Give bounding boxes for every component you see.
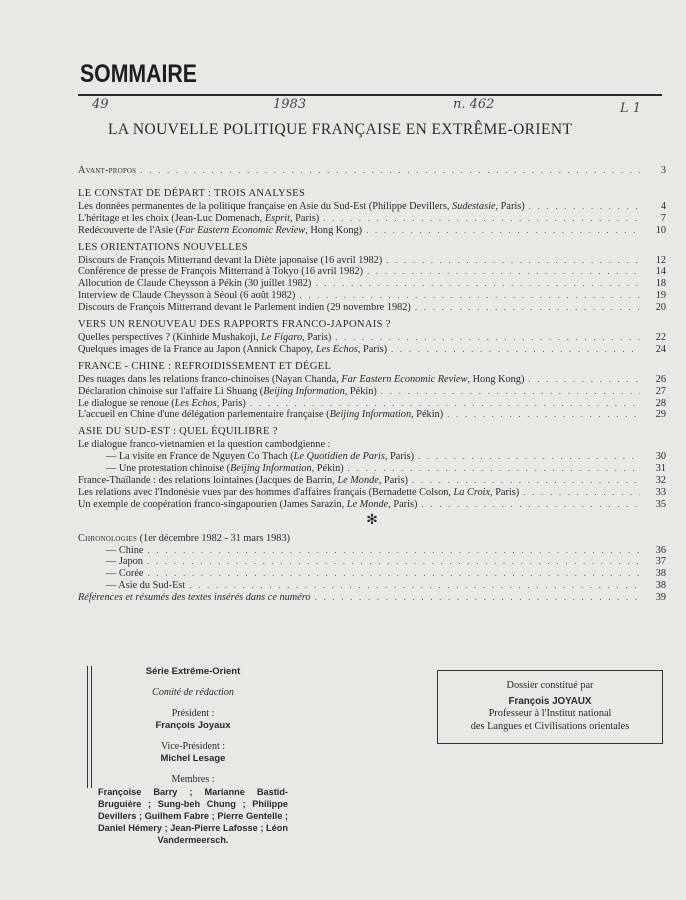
leader-dots [250,398,640,410]
table-of-contents [78,165,666,604]
handwritten-note-1: 49 [92,97,109,112]
editorial-committee [98,666,288,855]
leader-dots [447,409,640,421]
section-heading: VERS UN RENOUVEAU DES RAPPORTS FRANCO-JAPONAIS ? [78,319,391,331]
toc-page-number: 3 [660,165,666,176]
leader-dots [415,302,640,314]
leader-dots [528,374,640,386]
toc-page-number: 35 [655,498,666,510]
toc-page-number: 10 [655,224,666,236]
toc-page-number: 12 [655,254,666,266]
toc-page-number: 37 [655,556,666,568]
toc-page-number: 36 [655,544,666,556]
toc-entry-text: Avant-propos [78,165,137,176]
toc-entry: — Une protestation chinoise (Beijing Information, Pékin) . . . 31 [78,463,666,475]
leader-dots [523,487,640,499]
leader-dots [147,568,640,580]
toc-entry: Conférence de presse de François Mitterrand à Tokyo (16 avril 1982) . . . 14 [78,266,666,278]
toc-page-number: 32 [655,475,666,487]
toc-entry: Un exemple de coopération franco-singapourien (James Sarazin, Le Monde, Paris) . . . 35 [78,499,666,511]
section-heading: LE CONSTAT DE DÉPART : TROIS ANALYSES [78,187,306,199]
toc-page-number: 19 [655,290,666,302]
toc-page-number: 14 [655,266,666,278]
toc-page-number: 20 [655,302,666,314]
toc-entry [78,165,666,177]
dossier-box: Dossier constitué par François JOYAUX Professeur à l'Institut national des Langues et Civilisations orientales [437,670,663,744]
page-heading: SOMMAIRE [80,60,197,88]
toc-entry: Quelles perspectives ? (Kinhide Mushakoji, Le Figaro, Paris) . . . 22 [78,332,666,344]
section-heading: LES ORIENTATIONS NOUVELLES [78,241,248,253]
series-title: Série Extrême-Orient [145,666,241,677]
leader-dots [421,499,640,511]
toc-entry: — La visite en France de Nguyen Co Thach (Le Quotidien de Paris, Paris) . . . 30 [78,451,666,463]
toc-page-number: 22 [655,332,666,344]
toc-page-number: 26 [655,373,666,385]
toc-page-number: 18 [655,278,666,290]
toc-page-number: 29 [655,409,666,421]
leader-dots [418,451,640,463]
leader-dots [299,290,640,302]
chronology-heading: Chronologies (1er décembre 1982 - 31 mars 1983) [78,532,291,544]
leader-dots [315,278,640,290]
document-title: LA NOUVELLE POLITIQUE FRANÇAISE EN EXTRÊME-ORIENT [108,121,573,138]
toc-entry: Le dialogue se renoue (Les Echos, Paris) . . . 28 [78,398,666,410]
leader-dots [348,463,640,475]
toc-page-number: 39 [655,592,666,604]
leader-dots [189,580,640,592]
toc-entry: Interview de Claude Cheysson à Séoul (6 août 1982) . . . 19 [78,290,666,302]
toc-entry: — Corée . . . 38 [78,568,666,580]
toc-entry: Des nuages dans les relations franco-chinoises (Nayan Chanda, Far Eastern Economic Review, Hong Kong) . . . 26 [78,374,666,386]
left-vertical-rule [87,666,88,788]
toc-entry: L'héritage et les choix (Jean-Luc Domenach, Esprit, Paris) . . . 7 [78,213,666,225]
toc-entry: Allocution de Claude Cheysson à Pékin (30 juillet 1982) . . . 18 [78,278,666,290]
toc-entry: Les relations avec l'Indonésie vues par des hommes d'affaires français (Bernadette Colson, La Croix, Paris) . . . 33 [78,487,666,499]
toc-page-number: 38 [655,580,666,592]
toc-page-number: 28 [655,397,666,409]
toc-page-number: 31 [655,463,666,475]
toc-page-number: 27 [655,385,666,397]
toc-page-number: 4 [660,200,666,212]
toc-entry: Quelques images de la France au Japon (Annick Chapoy, Les Echos, Paris) . . . 24 [78,344,666,356]
toc-page-number: 38 [655,568,666,580]
toc-entry: France-Thaïlande : des relations lointaines (Jacques de Barrin, Le Monde, Paris) . . . 32 [78,475,666,487]
leader-dots [412,475,640,487]
section-heading: ASIE DU SUD-EST : QUEL ÉQUILIBRE ? [78,426,278,438]
vice-president-block: Vice-Président : Michel Lesage [160,741,226,764]
section-heading: FRANCE - CHINE : REFROIDISSEMENT ET DÉGEL [78,360,332,372]
toc-entry: L'accueil en Chine d'une délégation parlementaire française (Beijing Information, Pékin) . . . 29 [78,409,666,421]
toc-entry: — Japon . . . 37 [78,556,666,568]
committee-title: Comité de rédaction [152,687,234,698]
handwritten-note-2: 1983 [273,97,307,112]
toc-entry: Références et résumés des textes insérés dans ce numéro . . . 39 [78,592,666,604]
leader-dots [386,255,640,267]
toc-entry: — Asie du Sud-Est . . . 38 [78,580,666,592]
leader-dots [147,556,640,568]
leader-dots [391,344,640,356]
toc-subheading: Le dialogue franco-vietnamien et la question cambodgienne : [78,439,331,451]
left-vertical-rule-inner [91,666,92,788]
toc-page-number: 30 [655,451,666,463]
leader-dots [381,386,640,398]
toc-entry: Les données permanentes de la politique française en Asie du Sud-Est (Philippe Devillers, Sudestasie, Paris) . . . 4 [78,201,666,213]
toc-entry: Discours de François Mitterrand devant la Diète japonaise (16 avril 1982) . . . 12 [78,255,666,267]
leader-dots [529,201,640,213]
handwritten-note-3: n. 462 [453,97,495,112]
handwritten-note-4: L 1 [620,101,642,116]
leader-dots [315,592,640,604]
leader-dots [367,266,640,278]
leader-dots [147,545,640,557]
asterism-separator: ✻ [366,512,378,528]
toc-page-number: 7 [660,212,666,224]
toc-entry: Déclaration chinoise sur l'affaire Li Shuang (Beijing Information, Pékin) . . . 27 [78,386,666,398]
heading-rule [78,94,662,96]
leader-dots [335,332,640,344]
toc-page-number: 24 [655,343,666,355]
members-block: Membres : Françoise Barry ; Marianne Bastid-Bruguière ; Sung-beh Chung ; Philippe Devillers ; Guilhem Fabre ; Pierre Gentelle ; Daniel Hémery ; Jean-Pierre Lafosse ; Léon Vandermeersch. [98,774,288,845]
toc-entry: — Chine . . . 36 [78,545,666,557]
leader-dots [366,225,640,237]
toc-entry: Redécouverte de l'Asie (Far Eastern Economic Review, Hong Kong) . . . 10 [78,225,666,237]
toc-entry: Discours de François Mitterrand devant le Parlement indien (29 novembre 1982) . . . 20 [78,302,666,314]
toc-page-number: 33 [655,486,666,498]
president-block: Président : François Joyaux [155,708,231,731]
leader-dots [140,165,640,177]
leader-dots [323,213,640,225]
